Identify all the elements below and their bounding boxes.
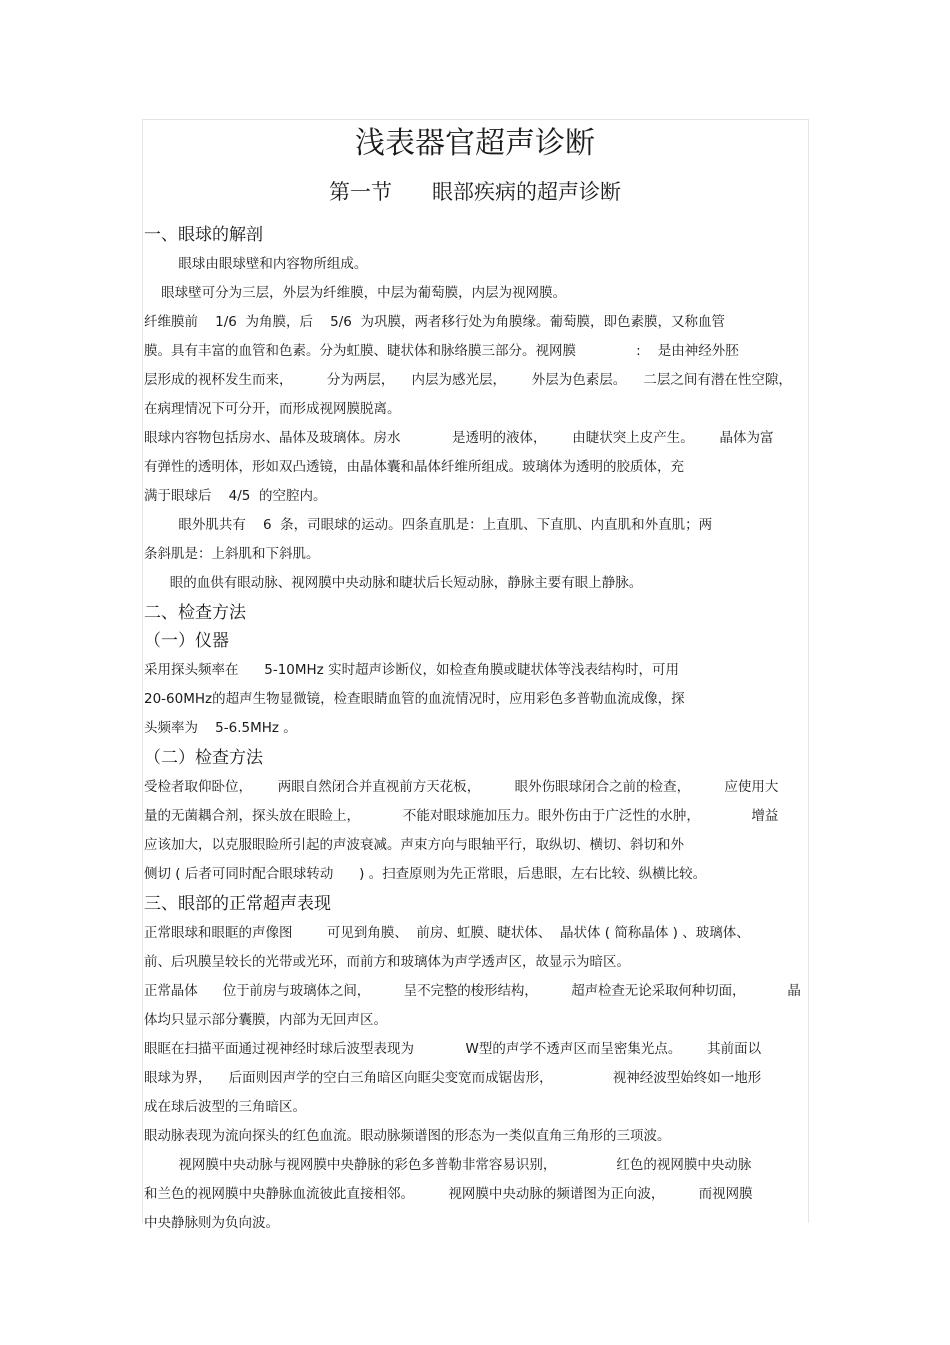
paragraph-line: 眼动脉表现为流向探头的红色血流。眼动脉频谱图的形态为一类似直角三角形的三项波。 — [144, 1128, 671, 1144]
heading-normal-findings: 三、眼部的正常超声表现 — [144, 894, 331, 914]
paragraph-line: 和兰色的视网膜中央静脉血流彼此直接相邻。 视网膜中央动脉的频谱图为正向波， 而视网膜 — [144, 1186, 753, 1202]
paragraph-line: 侧切 ( 后者可同时配合眼球转动 ) 。扫查原则为先正常眼，后患眼，左右比较、纵横比较。 — [144, 866, 707, 882]
paragraph-line: 视网膜中央动脉与视网膜中央静脉的彩色多普勒非常容易识别， 红色的视网膜中央动脉 — [144, 1157, 752, 1173]
paragraph-line: 应该加大，以克服眼睑所引起的声波衰减。声束方向与眼轴平行，取纵切、横切、斜切和外 — [144, 837, 684, 853]
paragraph-line: 眼球内容物包括房水、晶体及玻璃体。房水 是透明的液体， 由睫状突上皮产生。 晶体为富 — [144, 430, 774, 446]
section-subtitle: 第一节 眼部疾病的超声诊断 — [328, 180, 622, 204]
paragraph-line: 满于眼球后 4/5 的空腔内。 — [144, 488, 327, 504]
paragraph-line: 眼球壁可分为三层，外层为纤维膜，中层为葡萄膜，内层为视网膜。 — [144, 285, 567, 301]
paragraph-line: 成在球后波型的三角暗区。 — [144, 1099, 306, 1115]
paragraph-line: 有弹性的透明体，形如双凸透镜，由晶体囊和晶体纤维所组成。玻璃体为透明的胶质体，充 — [144, 459, 684, 475]
heading-exam-method: （二）检查方法 — [144, 748, 263, 768]
heading-methods: 二、检查方法 — [144, 603, 246, 623]
paragraph-line: 膜。具有丰富的血管和色素。分为虹膜、睫状体和脉络膜三部分。视网膜 : 是由神经外胚 — [144, 343, 739, 359]
paragraph-line: 20-60MHz的超声生物显微镜，检查眼睛血管的血流情况时，应用彩色多普勒血流成像，探 — [144, 691, 685, 707]
paragraph-line: 眼的血供有眼动脉、视网膜中央动脉和睫状后长短动脉，静脉主要有眼上静脉。 — [144, 575, 643, 591]
paragraph-line: 条斜肌是：上斜肌和下斜肌。 — [144, 546, 320, 562]
document-title: 浅表器官超声诊断 — [355, 126, 595, 161]
paragraph-line: 在病理情况下可分开，而形成视网膜脱离。 — [144, 401, 401, 417]
document-body — [144, 220, 806, 1238]
paragraph-line: 中央静脉则为负向波。 — [144, 1215, 279, 1231]
paragraph-line: 采用探头频率在 5-10MHz 实时超声诊断仪，如检查角膜或睫状体等浅表结构时，可用 — [144, 662, 680, 678]
paragraph-line: 量的无菌耦合剂，探头放在眼睑上， 不能对眼球施加压力。眼外伤由于广泛性的水肿， 增益 — [144, 808, 779, 824]
heading-anatomy: 一、眼球的解剖 — [144, 225, 263, 245]
paragraph-line: 眼外肌共有 6 条，司眼球的运动。四条直肌是：上直肌、下直肌、内直肌和外直肌；两 — [144, 517, 713, 533]
paragraph-line: 头频率为 5-6.5MHz 。 — [144, 720, 297, 736]
paragraph-line: 层形成的视杯发生而来， 分为两层， 内层为感光层， 外层为色素层。 二层之间有潜在性空隙， — [144, 372, 792, 388]
paragraph-line: 眼眶在扫描平面通过视神经时球后波型表现为 W型的声学不透声区而呈密集光点。 其前面以 — [144, 1041, 762, 1057]
paragraph-line: 纤维膜前 1/6 为角膜，后 5/6 为巩膜，两者移行处为角膜缘。葡萄膜，即色素膜，又称血管 — [144, 314, 725, 330]
paragraph-line: 眼球为界， 后面则因声学的空白三角暗区向眶尖变宽而成锯齿形， 视神经波型始终如一地形 — [144, 1070, 762, 1086]
paragraph-line: 眼球由眼球壁和内容物所组成。 — [144, 256, 368, 272]
paragraph-line: 前、后巩膜呈较长的光带或光环，而前方和玻璃体为声学透声区，故显示为暗区。 — [144, 954, 630, 970]
paragraph-line: 体均只显示部分囊膜，内部为无回声区。 — [144, 1012, 387, 1028]
heading-instruments: （一）仪器 — [144, 631, 229, 651]
paragraph-line: 正常眼球和眼眶的声像图 可见到角膜、 前房、虹膜、睫状体、 晶状体 ( 简称晶体 ) 、玻璃体、 — [144, 925, 750, 941]
paragraph-line: 受检者取仰卧位， 两眼自然闭合并直视前方天花板， 眼外伤眼球闭合之前的检查， 应使用大 — [144, 779, 779, 795]
paragraph-line: 正常晶体 位于前房与玻璃体之间， 呈不完整的梭形结构， 超声检查无论采取何种切面， 晶 — [144, 983, 801, 999]
